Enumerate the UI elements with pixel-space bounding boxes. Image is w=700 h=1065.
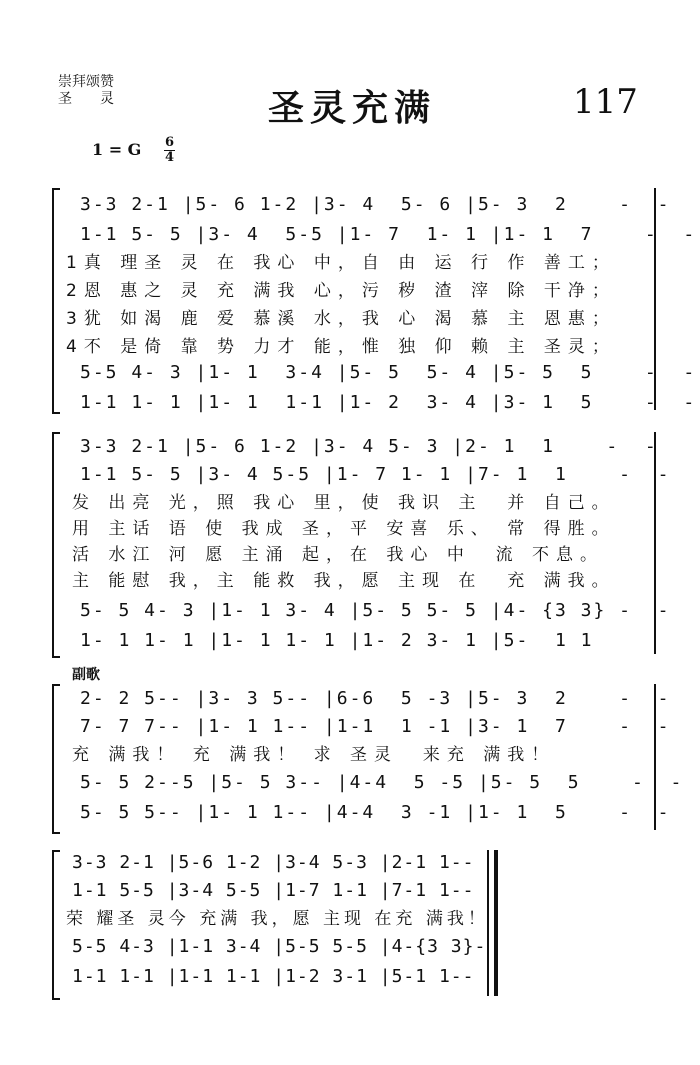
system2-bass: 1- 1 1- 1 |1- 1 1- 1 |1- 2 3- 1 |5- 1 1: [80, 630, 658, 651]
system2-verse4: 主 能慰 我，主 能救 我，愿 主现 在 充 满我。: [72, 571, 616, 591]
system1-verse1: 1真 理圣 灵 在 我心 中，自 由 运 行 作 善工；: [66, 253, 616, 273]
system2-alto: 1-1 5- 5 |3- 4 5-5 |1- 7 1- 1 |7- 1 1 - -: [80, 464, 671, 485]
meter-top: 6: [164, 135, 175, 150]
system3-lyric: 充 满我！ 充 满我！ 求 圣灵 来充 满我！: [72, 745, 556, 765]
system3-soprano: 2- 2 5-- |3- 3 5-- |6-6 5 -3 |5- 3 2 - -: [80, 688, 671, 709]
category-line2: 圣 灵: [58, 91, 114, 107]
system4-lyric: 荣 耀圣 灵今 充满 我，愿 主现 在充 满我！: [66, 909, 489, 929]
category-line1: 崇拜颂赞: [58, 74, 114, 90]
system4-soprano: 3-3 2-1 |5-6 1-2 |3-4 5-3 |2-1 1--: [72, 852, 475, 873]
system4-alto: 1-1 5-5 |3-4 5-5 |1-7 1-1 |7-1 1--: [72, 880, 475, 901]
meter-bottom: 4: [164, 150, 175, 165]
system2-verse2: 用 主话 语 使 我成 圣，平 安喜 乐、 常 得胜。: [72, 519, 616, 539]
system2-bracket: [52, 432, 60, 658]
chorus-label: 副歌: [72, 667, 100, 683]
system1-verse4: 4不 是倚 靠 势 力才 能，惟 独 仰 赖 主 圣灵；: [66, 337, 616, 357]
key-signature: 1 = G: [92, 140, 142, 159]
system2-tenor: 5- 5 4- 3 |1- 1 3- 4 |5- 5 5- 5 |4- {3 3} - -: [80, 600, 671, 621]
hymn-number: 117: [573, 82, 638, 122]
system4-bass: 1-1 1-1 |1-1 1-1 |1-2 3-1 |5-1 1--: [72, 966, 475, 987]
system1-tenor: 5-5 4- 3 |1- 1 3-4 |5- 5 5- 4 |5- 5 5 - -: [80, 362, 697, 383]
system1-bracket: [52, 188, 60, 414]
system1-bass: 1-1 1- 1 |1- 1 1-1 |1- 2 3- 4 |3- 1 5 - -: [80, 392, 697, 413]
system2-soprano: 3-3 2-1 |5- 6 1-2 |3- 4 5- 3 |2- 1 1 - -: [80, 436, 658, 457]
hymn-title: 圣灵充满: [268, 87, 437, 129]
system1-verse2: 2恩 惠之 灵 充 满我 心，污 秽 渣 滓 除 干净；: [66, 281, 616, 301]
system2-verse1: 发 出亮 光，照 我心 里，使 我识 主 并 自己。: [72, 493, 616, 513]
system1-alto: 1-1 5- 5 |3- 4 5-5 |1- 7 1- 1 |1- 1 7 - -: [80, 224, 697, 245]
system4-tenor: 5-5 4-3 |1-1 3-4 |5-5 5-5 |4-{3 3}-: [72, 936, 487, 957]
final-bar: [494, 850, 498, 996]
system1-verse3: 3犹 如渴 鹿 爱 慕溪 水，我 心 渴 慕 主 恩惠；: [66, 309, 616, 329]
system3-alto: 7- 7 7-- |1- 1 1-- |1-1 1 -1 |3- 1 7 - -: [80, 716, 671, 737]
system3-bracket: [52, 684, 60, 834]
system1-soprano: 3-3 2-1 |5- 6 1-2 |3- 4 5- 6 |5- 3 2 - -: [80, 194, 671, 215]
system3-tenor: 5- 5 2--5 |5- 5 3-- |4-4 5 -5 |5- 5 5 - -: [80, 772, 684, 793]
system3-bass: 5- 5 5-- |1- 1 1-- |4-4 3 -1 |1- 1 5 - -: [80, 802, 671, 823]
time-signature: [164, 136, 175, 165]
system4-bracket: [52, 850, 60, 1000]
hymn-category: [58, 74, 114, 108]
system2-verse3: 活 水江 河 愿 主涌 起，在 我心 中 流 不息。: [72, 545, 605, 565]
